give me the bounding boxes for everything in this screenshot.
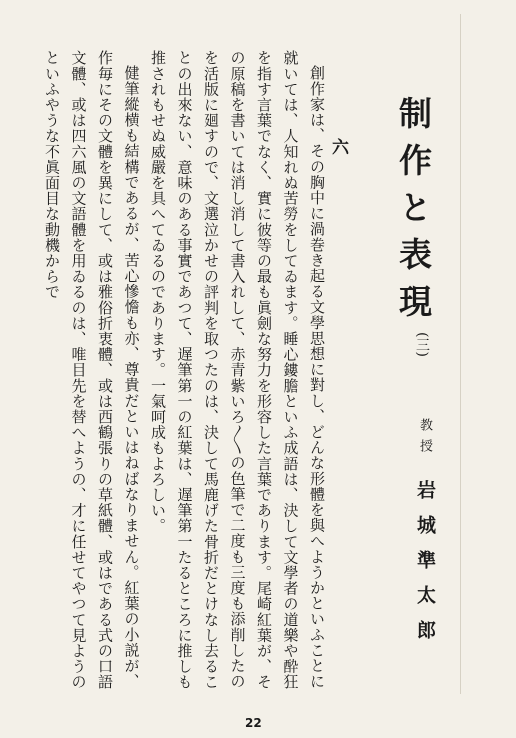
page-number: 22 bbox=[245, 716, 262, 730]
body-paragraph-2: 健筆縱横も結構であるが、苦心慘憺も亦、尊貴だといはねばなりません。紅葉の小説が、作毎にその文體を異にして、或は雅俗折衷體、或は西鶴張りの草紙體、或はである式の口語文體、或は四六風の文語體を用ゐるのは、唯目先を替へようの、才に任せてやつて見ようのといふやうな不眞面目な動機からで bbox=[43, 50, 141, 690]
body-text bbox=[40, 50, 330, 690]
body-paragraph-1: 創作家は、その胸中に渦巻き起る文學思想に對し、どんな形體を與へようかといふことに就いては、人知れぬ苦勞をしてゐます。睡心鏤膽といふ成語は、決して文學者の道樂や酔狂を指す言葉でなく、實に彼等の最も眞劍な努力を形容した言葉であります。尾崎紅葉が、その原稿を書いては消し消して書入れして、赤青紫いろ〳〵の色筆で二度も三度も添削したのを活版に廻すので、文選泣かせの評判を取つたのは、決して馬鹿げた骨折だとけなし去ることの出來ない、意味のある事實であつて、遅筆第一の紅葉は、遅筆第一たるところに推しも推されもせぬ威嚴を具へてゐるのであります。一氣呵成もよろしい。 bbox=[149, 50, 326, 690]
author-title: 教授 bbox=[417, 418, 432, 460]
page-title: 制作と表現 bbox=[394, 96, 433, 331]
author-name: 岩城準太郎 bbox=[414, 480, 436, 655]
title-part-number: (三) bbox=[414, 332, 430, 357]
section-number: 六 bbox=[328, 138, 348, 155]
page-divider bbox=[460, 14, 461, 694]
